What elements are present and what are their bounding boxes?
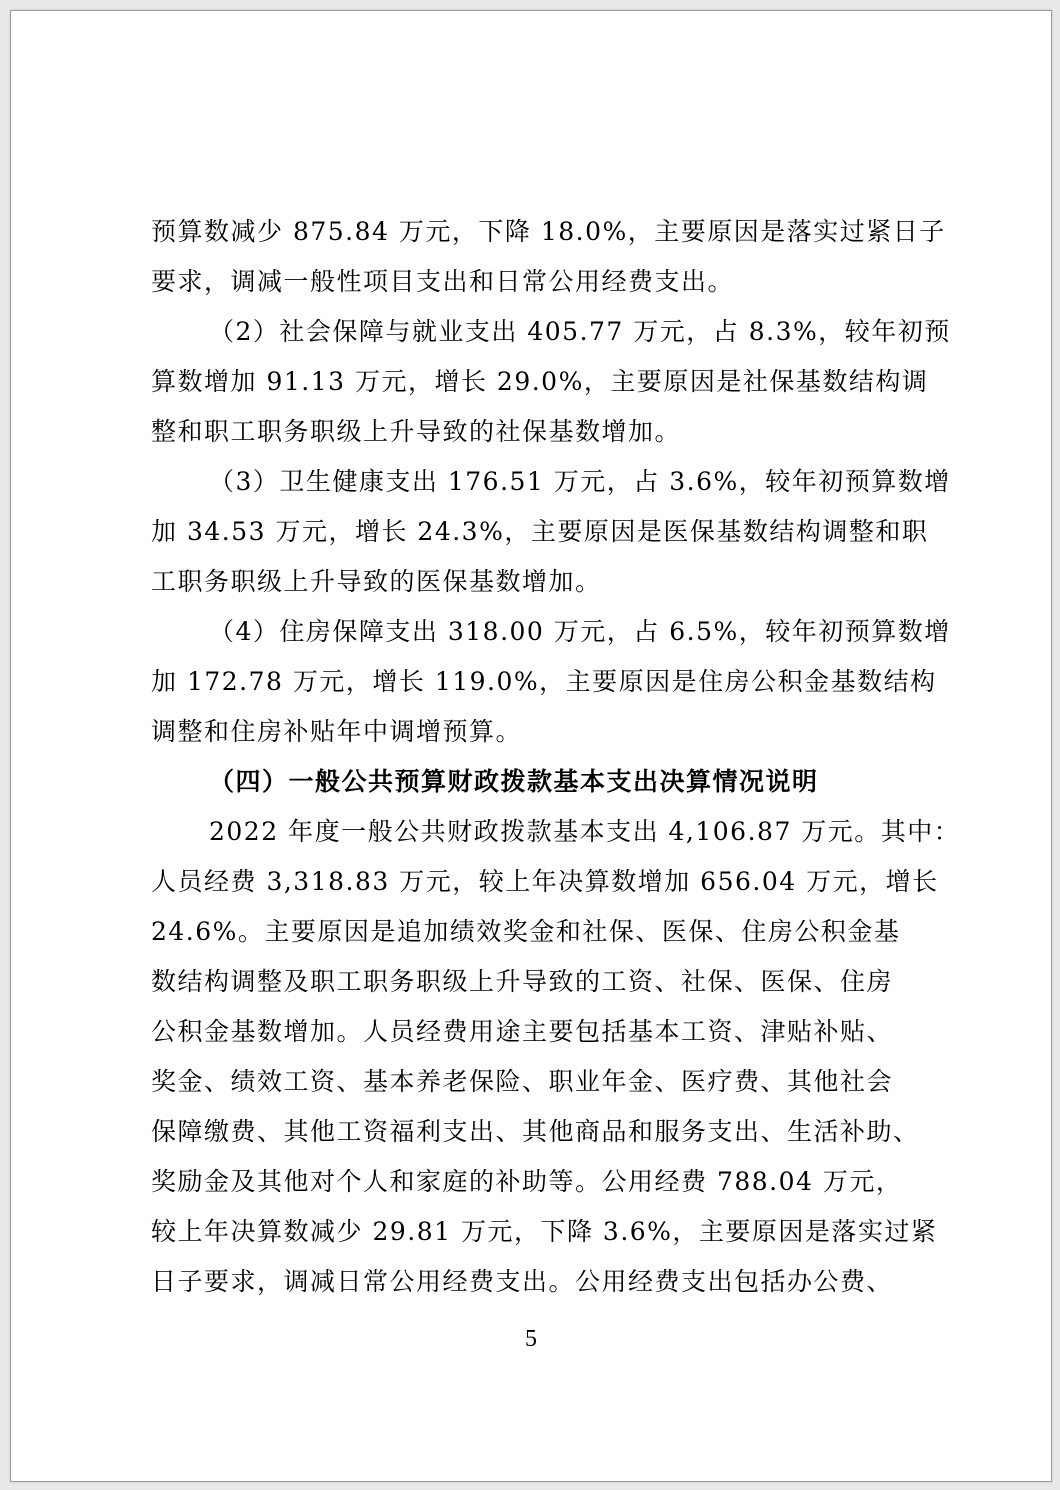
text-line: （2）社会保障与就业支出 405.77 万元，占 8.3%，较年初预 (209, 317, 951, 346)
text-line: 整和职工职务职级上升导致的社保基数增加。 (151, 417, 682, 446)
body-text (151, 207, 961, 1307)
text-line: 调整和住房补贴年中调增预算。 (151, 717, 523, 746)
text-line: 奖金、绩效工资、基本养老保险、职业年金、医疗费、其他社会 (151, 1067, 894, 1096)
document-page (10, 10, 1052, 1482)
text-line: 保障缴费、其他工资福利支出、其他商品和服务支出、生活补助、 (151, 1117, 920, 1146)
text-line: 24.6%。主要原因是追加绩效奖金和社保、医保、住房公积金基 (151, 917, 901, 946)
text-line: 数结构调整及职工职务职级上升导致的工资、社保、医保、住房 (151, 967, 894, 996)
text-line: 日子要求，调减日常公用经费支出。公用经费支出包括办公费、 (151, 1267, 894, 1296)
text-line: 人员经费 3,318.83 万元，较上年决算数增加 656.04 万元，增长 (151, 867, 939, 896)
page-number: 5 (525, 1326, 537, 1352)
text-line: 奖励金及其他对个人和家庭的补助等。公用经费 788.04 万元， (151, 1167, 903, 1196)
text-line: 较上年决算数减少 29.81 万元，下降 3.6%，主要原因是落实过紧 (151, 1217, 938, 1246)
text-line: 加 172.78 万元，增长 119.0%，主要原因是住房公积金基数结构 (151, 667, 937, 696)
text-line: 算数增加 91.13 万元，增长 29.0%，主要原因是社保基数结构调 (151, 367, 929, 396)
text-line: 预算数减少 875.84 万元，下降 18.0%，主要原因是落实过紧日子 (151, 217, 946, 246)
text-line: 公积金基数增加。人员经费用途主要包括基本工资、津贴补贴、 (151, 1017, 894, 1046)
text-line: （3）卫生健康支出 176.51 万元，占 3.6%，较年初预算数增 (209, 467, 951, 496)
text-line: 2022 年度一般公共财政拨款基本支出 4,106.87 万元。其中： (209, 817, 961, 846)
text-line: 加 34.53 万元，增长 24.3%，主要原因是医保基数结构调整和职 (151, 517, 929, 546)
text-line: （4）住房保障支出 318.00 万元，占 6.5%，较年初预算数增 (209, 617, 951, 646)
text-line: 要求，调减一般性项目支出和日常公用经费支出。 (151, 267, 735, 296)
section-heading: （四）一般公共预算财政拨款基本支出决算情况说明 (209, 767, 819, 796)
text-line: 工职务职级上升导致的医保基数增加。 (151, 567, 602, 596)
